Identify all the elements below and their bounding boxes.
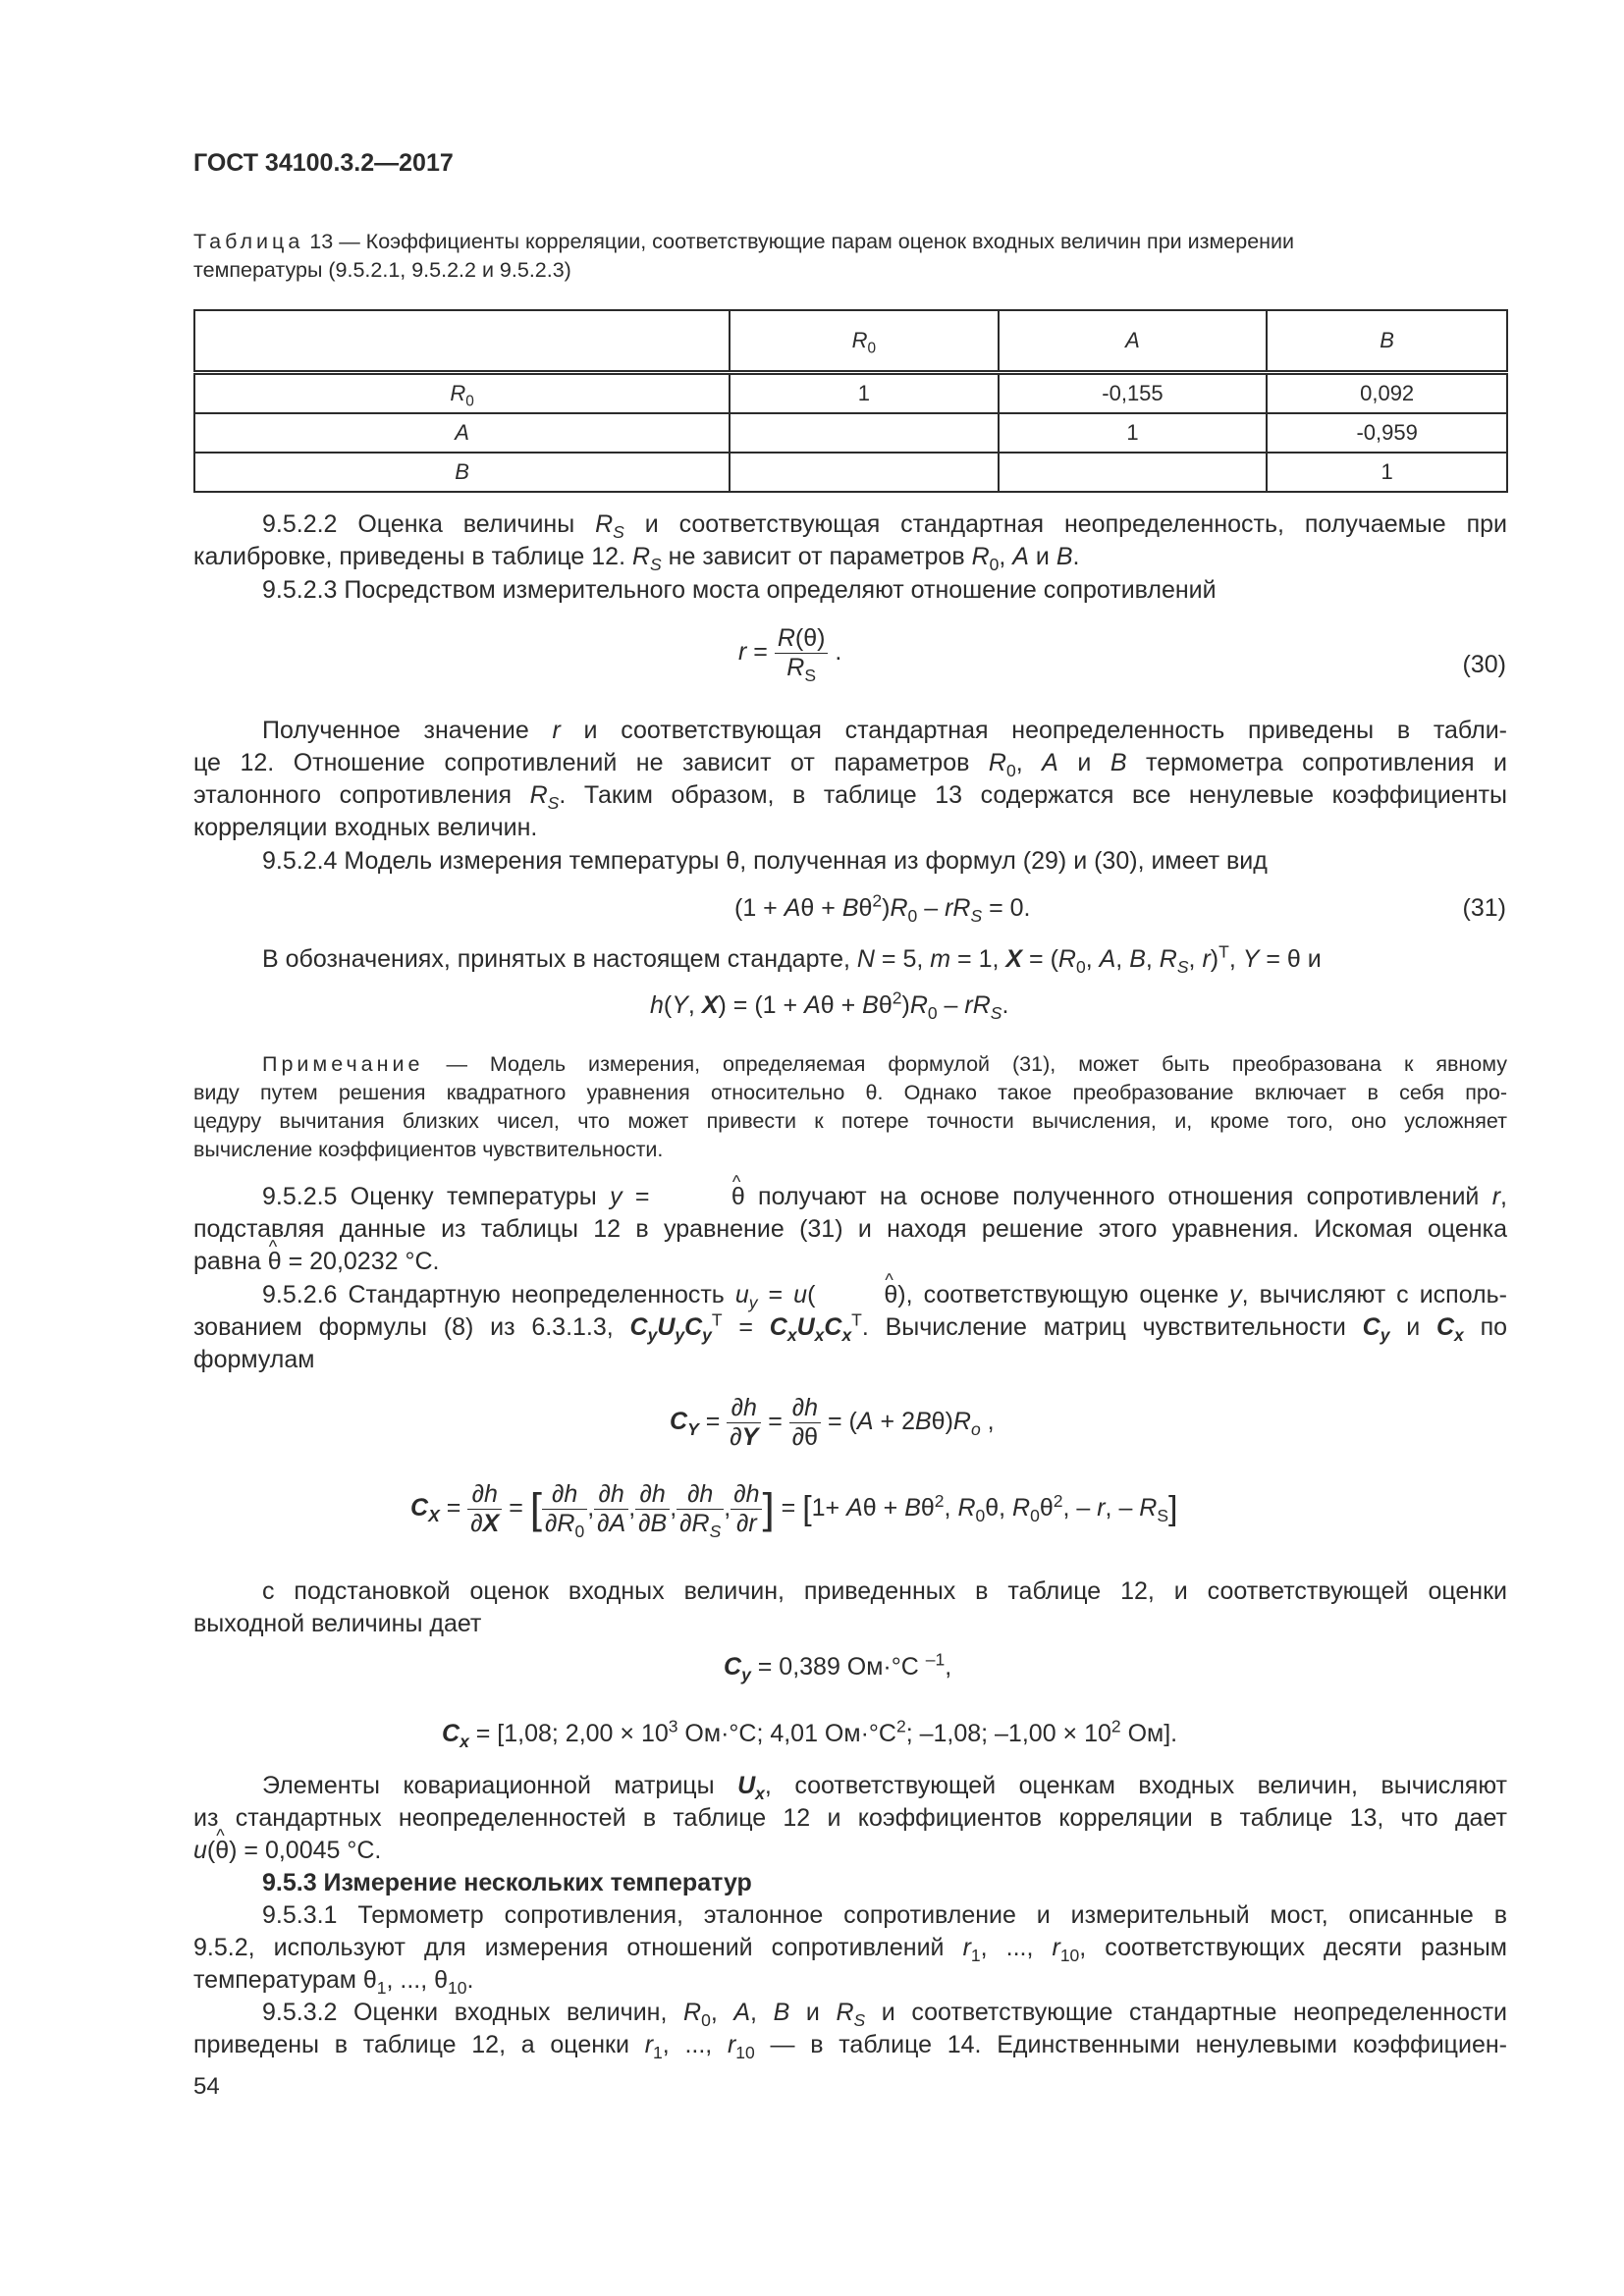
paragraph-substitution-l2: выходной величины дает [193, 1610, 482, 1637]
table-cell: 1 [730, 373, 999, 414]
table-row [194, 413, 1507, 453]
table-cell [730, 413, 999, 453]
paragraph-9-5-2-2: 9.5.2.2 Оценка величины $R_S$ и соответствующая стандартная неопределенность, получаемые при [262, 510, 1508, 542]
note-l4: вычисление коэффициентов чувствительности. [193, 1138, 664, 1161]
table-cell [730, 453, 999, 492]
table-cell: 0,092 [1267, 373, 1507, 414]
paragraph-9-5-2-2-cont: калибровке, приведены в таблице 12. $R_S$ не зависит от параметров $R_0$, A и B. [193, 543, 1080, 574]
paragraph-9-5-2-6: 9.5.2.6 Стандартную неопределенность $u_y$ = u(^ θ), соответствующую оценке y, вычисляют с исполь- [193, 1279, 1507, 1311]
paragraph-result: Полученное значение r и соответствующая стандартная неопределенность приведены в табли- [262, 717, 1507, 744]
paragraph-9-5-2-4: 9.5.2.4 Модель измерения температуры θ, полученная из формул (29) и (30), имеет вид [262, 847, 1268, 875]
table-row [194, 373, 1507, 414]
row-label: $R_0$ [194, 373, 730, 414]
equation-cx-value: $C_x = [1,08$; $2,00 \times 10^3$ Ом·°С; 4,01 $Ом\cdot^\circ С^2$; –1,08; $-1,00 \times 10^2$ Ом]. [442, 1716, 1178, 1751]
paragraph-covariance-l3: u(^ θ) = 0,0045 °С. [193, 1835, 1507, 1867]
paragraph-9-5-3-2-l2: приведены в таблице 12, а оценки $r_1$, ..., $r_{10}$ — в таблице 14. Единственными ненулевыми коэффициен- [193, 2031, 1507, 2062]
equation-cy-value: $C_y = 0,389$ Ом·°С $^{-1}$, [724, 1649, 952, 1684]
header-cell: $R_0$ [730, 310, 999, 373]
correlation-table [193, 309, 1508, 493]
paragraph-9-5-2-5: 9.5.2.5 Оценку температуры y = ^ θ получают на основе полученного отношения сопротивлений r, [193, 1181, 1507, 1213]
paragraph-covariance: Элементы ковариационной матрицы $U_x$, соответствующей оценкам входных величин, вычисляют [262, 1772, 1507, 1803]
paragraph-substitution: с подстановкой оценок входных величин, приведенных в таблице 12, и соответствующей оценки [262, 1577, 1507, 1605]
paragraph-9-5-2-6-l2: зованием формулы (8) из 6.3.1.3, $C_yU_yC_y^T = C_xU_xC_x^T$. Вычисление матриц чувствительности $C_y$ и $C_x$ по [193, 1309, 1508, 1345]
table-cell [999, 453, 1268, 492]
paragraph-result-l4: корреляции входных величин. [193, 814, 538, 841]
equation-cx: $C_X$ = $\frac{\partial h}{\partial X}$ = [ $\frac{\partial h}{\partial R_0}$ , $\frac{\partial h}{\partial A}$ , $\frac{\partial h}{\partial B}$ , $\frac{\partial h}{\partial R_S}$ , $\frac{\partial h}{\partial r}$ ] = [$1+ A\theta + B\theta^2$, $R_0\theta$, $R_0\theta^2$, – r, – $R_S$] [410, 1480, 1178, 1541]
header-cell [194, 310, 730, 373]
paragraph-notation: В обозначениях, принятых в настоящем стандарте, N = 5, m = 1, $X = (R_0$, A, B, $R_S$, r)$^T$, Y = θ и [262, 941, 1322, 977]
paragraph-9-5-3-2: 9.5.3.2 Оценки входных величин, $R_0$, A, B и $R_S$ и соответствующие стандартные неопределенности [262, 1999, 1507, 2030]
equation-number-30: (30) [1462, 651, 1506, 678]
row-label: A [194, 413, 730, 453]
paragraph-9-5-2-5-l3: равна ^ θ = 20,0232 °С. [193, 1246, 1507, 1278]
table-caption: Таблица 13 — Коэффициенты корреляции, соответствующие парам оценок входных величин при измерении температуры (9.5.2.1, 9.5.2.2 и 9.5.2.3) [193, 230, 1295, 282]
paragraph-9-5-2-6-l3: формулам [193, 1346, 315, 1373]
table-cell: 1 [1267, 453, 1507, 492]
paragraph-result-l2: це 12. Отношение сопротивлений не зависит от параметров $R_0$, A и B термометра сопротивления и [193, 749, 1507, 780]
doc-code: ГОСТ 34100.3.2—2017 [193, 149, 454, 177]
equation-cy: $C_Y$ = $\frac{\partial h}{\partial Y}$ = $\frac{\partial h}{\partial\theta}$ = $(A + 2B\theta)R_o$ , [670, 1394, 995, 1451]
equation-30: r = $\frac{R(\theta)}{R_S}$ . [738, 624, 842, 685]
equation-h: h(Y, $X) = (1 + A\theta + B\theta^2)R_0 - rR_S$. [650, 988, 1009, 1023]
paragraph-result-l3: эталонного сопротивления $R_S$. Таким образом, в таблице 13 содержатся все ненулевые коэффициенты [193, 781, 1507, 813]
table-row [194, 453, 1507, 492]
row-label: B [194, 453, 730, 492]
note-l2: виду путем решения квадратного уравнения относительно θ. Однако такое преобразование включает в себя про- [193, 1081, 1507, 1104]
paragraph-9-5-3-1-l3: температурам $\theta_1$, ..., $\theta_{10}$. [193, 1966, 474, 1998]
table-cell: -0,155 [999, 373, 1268, 414]
section-heading-9-5-3: 9.5.3 Измерение нескольких температур [262, 1869, 752, 1896]
note: Примечание — Модель измерения, определяемая формулой (31), может быть преобразована к явному [262, 1052, 1507, 1076]
paragraph-9-5-2-3: 9.5.2.3 Посредством измерительного моста определяют отношение сопротивлений [262, 576, 1217, 604]
equation-number-31: (31) [1462, 894, 1506, 922]
equation-31: $(1 + A\theta + B\theta^2)R_0 - rR_S = 0$. [734, 890, 1031, 926]
paragraph-9-5-3-1-l2: 9.5.2, используют для измерения отношений сопротивлений $r_1$, ..., $r_{10}$, соответствующих десяти разным [193, 1934, 1507, 1965]
table-cell: -0,959 [1267, 413, 1507, 453]
header-cell: A [999, 310, 1268, 373]
header-cell: B [1267, 310, 1507, 373]
paragraph-covariance-l2: из стандартных неопределенностей в таблице 12 и коэффициентов корреляции в таблице 13, что дает [193, 1804, 1507, 1832]
page-number: 54 [193, 2073, 220, 2100]
table-header-row [194, 310, 1507, 373]
paragraph-9-5-3-1: 9.5.3.1 Термометр сопротивления, эталонное сопротивление и измерительный мост, описанные в [262, 1901, 1507, 1929]
paragraph-9-5-2-5-l2: подставляя данные из таблицы 12 в уравнение (31) и находя решение этого уравнения. Искомая оценка [193, 1215, 1507, 1243]
table-cell: 1 [999, 413, 1268, 453]
note-l3: цедуру вычитания близких чисел, что может привести к потере точности вычисления, и, кроме того, оно усложняет [193, 1109, 1507, 1133]
